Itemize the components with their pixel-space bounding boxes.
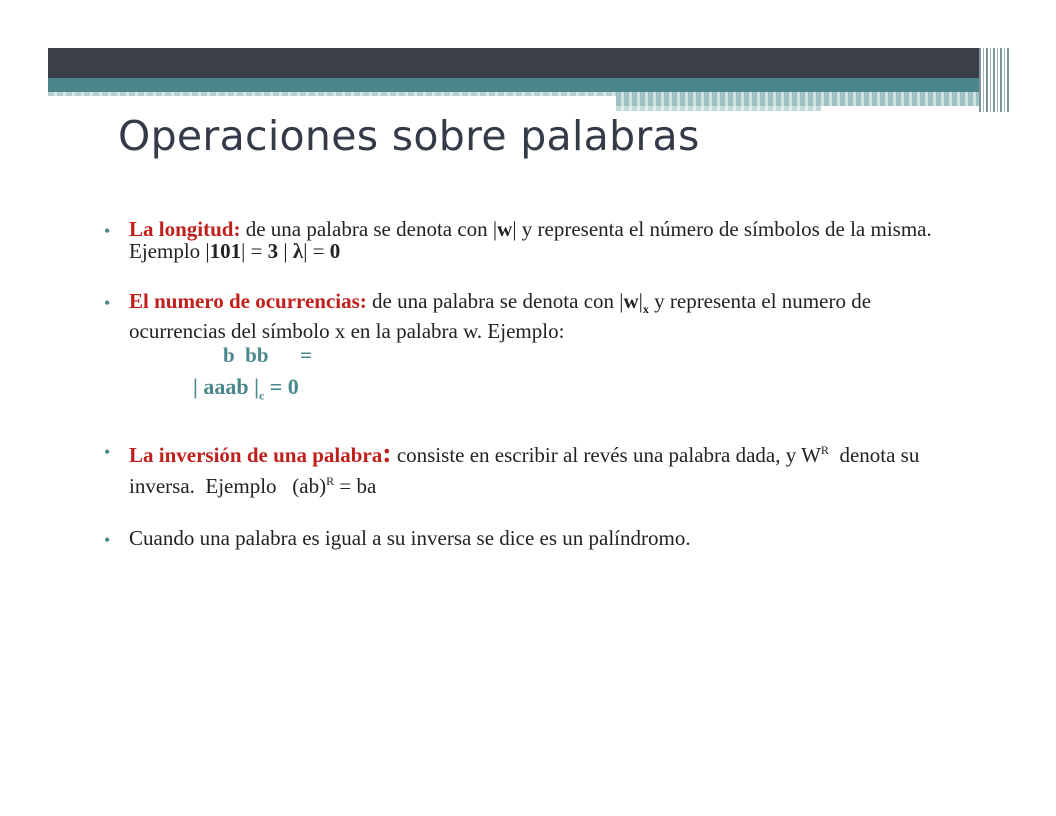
slide-content bbox=[104, 218, 964, 549]
text-segment: consiste en escribir al revés una palabra dada, y W bbox=[391, 442, 821, 467]
header-decoration-lines bbox=[979, 48, 1009, 112]
slide-title: Operaciones sobre palabras bbox=[118, 112, 700, 160]
header-band-light-right bbox=[616, 92, 979, 106]
term-longitud: La longitud: bbox=[129, 217, 241, 241]
superscript-r: R bbox=[326, 473, 335, 488]
example-line-1: b bb = bbox=[223, 343, 313, 368]
example-value: 3 bbox=[267, 239, 279, 263]
term-ocurrencias: El numero de ocurrencias: bbox=[129, 289, 367, 313]
superscript-r: R bbox=[820, 442, 829, 457]
term-inversion: La inversión de una palabra bbox=[129, 442, 383, 467]
subscript-c: c bbox=[258, 388, 265, 403]
lambda-symbol: λ bbox=[292, 239, 304, 263]
bullet-icon: • bbox=[104, 221, 111, 241]
text-segment: denota su inversa. Ejemplo (ab) bbox=[129, 442, 925, 498]
header-band-dark bbox=[48, 48, 979, 78]
list-item-palindromo bbox=[104, 527, 964, 549]
text-segment: | y representa el número de símbolos de la misma. Ejemplo | bbox=[129, 217, 932, 263]
example-line-2 bbox=[129, 376, 964, 406]
example-word: 101 bbox=[209, 239, 242, 263]
symbol-w: w bbox=[497, 217, 513, 241]
term-colon: : bbox=[382, 437, 392, 469]
header-band-teal bbox=[48, 78, 979, 92]
lambda-value: 0 bbox=[329, 239, 341, 263]
text-segment: | bbox=[278, 239, 293, 263]
header-band-light-lower bbox=[616, 106, 821, 111]
bullet-icon: • bbox=[104, 293, 111, 313]
bullet-icon: • bbox=[104, 441, 111, 462]
list-item-longitud bbox=[104, 218, 964, 262]
text-segment: | bbox=[638, 289, 643, 313]
bullet-icon: • bbox=[104, 529, 111, 550]
text-segment: Cuando una palabra es igual a su inversa se dice es un palíndromo. bbox=[129, 525, 691, 550]
text-segment: | = bbox=[241, 239, 268, 263]
list-item-inversion bbox=[104, 437, 964, 499]
example-value: = 0 bbox=[264, 374, 299, 400]
list-item-ocurrencias bbox=[104, 290, 964, 407]
header-band-light bbox=[48, 92, 616, 96]
text-segment: y representa el numero de ocurrencias del símbolo x en la palabra w. Ejemplo: bbox=[129, 289, 872, 344]
symbol-w: w bbox=[623, 289, 639, 313]
subscript-x: x bbox=[642, 302, 649, 317]
text-segment: de una palabra se denota con | bbox=[240, 217, 498, 241]
text-segment: = ba bbox=[334, 473, 377, 498]
text-segment: de una palabra se denota con | bbox=[366, 289, 624, 313]
example-word: | aaab | bbox=[193, 374, 259, 400]
text-segment: | = bbox=[303, 239, 330, 263]
